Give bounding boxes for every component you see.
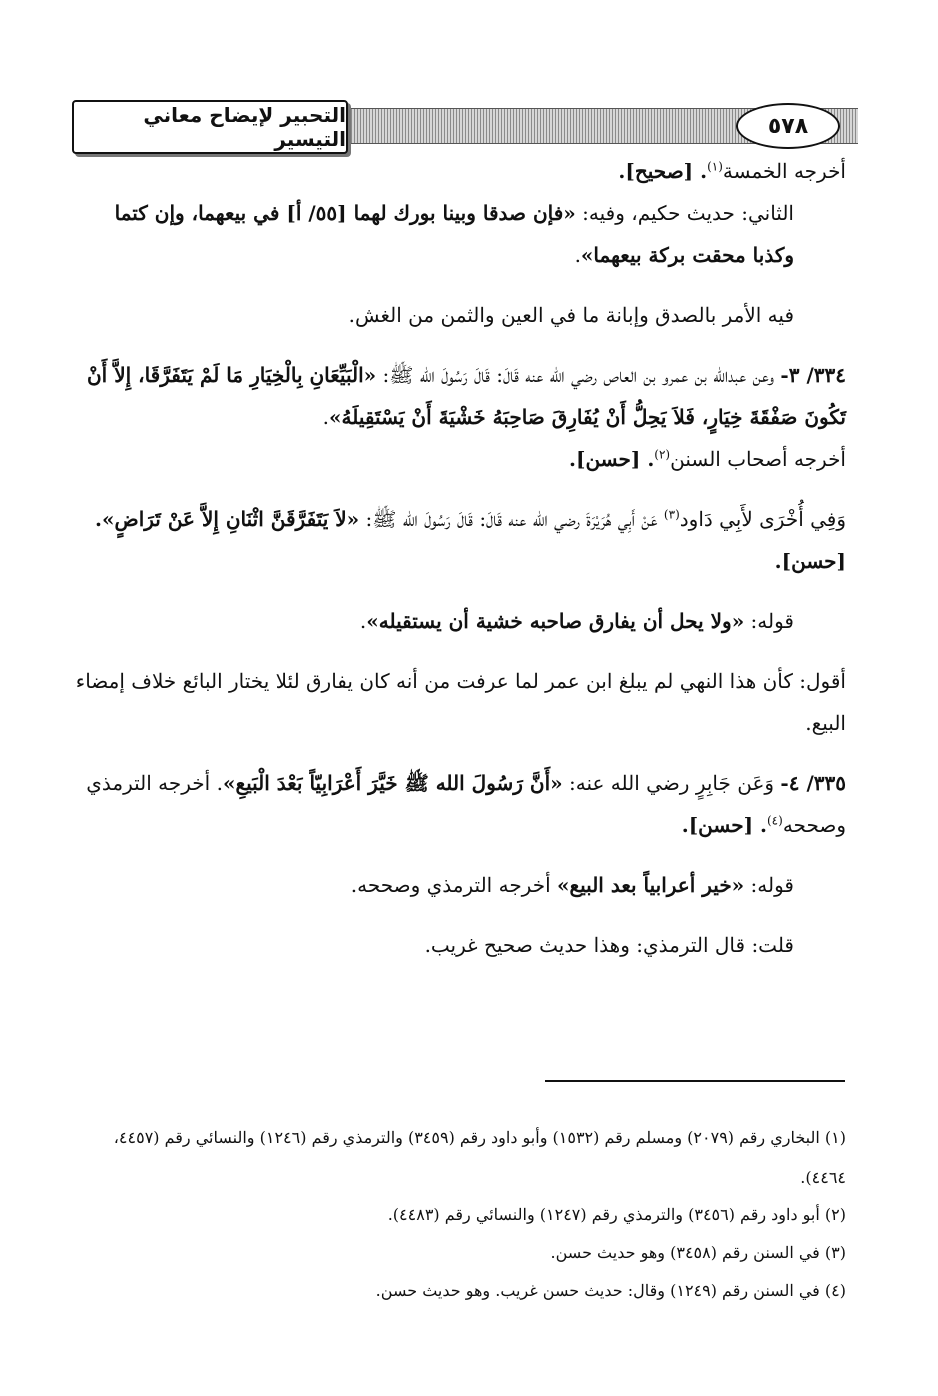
footnote-4: (٤) في السنن رقم (١٢٤٩) وقال: حديث حسن غريب. وهو حديث حسن. (375, 1281, 846, 1300)
source-text: أخرجه الخمسة (722, 159, 846, 183)
punctuation: . (359, 609, 367, 633)
footnote-2: (٢) أبو داود رقم (٣٤٥٦) والترمذي رقم (١٢٤٧) والنسائي رقم (٤٤٨٣). (387, 1205, 846, 1224)
paragraph-second-hadith (70, 192, 846, 276)
quote-rest: أخرجه الترمذي وصححه. (350, 873, 557, 897)
punctuation: . (322, 405, 330, 429)
variant-narrator: عَنْ أَبِي هُرَيْرَةَ رضي الله عنه قَالَ: قَالَ رَسُولَ الله ﷺ: (359, 507, 664, 531)
second-hadith-quote: «فإن صدقا وبينا بورك لهما [٥٥/ أ] في بيعهما، وإن كتما وكذبا محقت بركة بيعهما» (114, 201, 794, 267)
hadith-335-lead: وَعَن جَابِرٍ رضي الله عنه: (562, 771, 781, 795)
hadith-334 (70, 354, 846, 480)
hadith-335-grade: . [حسن]. (681, 813, 767, 837)
quote-lead: قوله: (744, 609, 794, 633)
hadith-334-source: أخرجه أصحاب السنن (670, 447, 846, 471)
hadith-334-quote: «الْبَيِّعَانِ بِالْخِيَارِ مَا لَمْ يَتَفَرَّقَا، إِلاَّ أَنْ تَكُونَ صَفْقَةَ خِيَارٍ، فَلاَ يَحِلُّ أَنْ يُفَارِقَ صَاحِبَهُ خَشْيَةَ أَنْ يَسْتَقِيلَهُ» (86, 363, 846, 429)
hadith-334-variant (70, 498, 846, 582)
hadith-334-lead: وعن عبدالله بن عمرو بن العاص رضي الله عنه قَالَ: قَالَ رَسُولَ الله ﷺ: (376, 363, 781, 387)
quoted-phrase: «خير أعرابياً بعد البيع» (557, 873, 745, 897)
hadith-335-number: ٣٣٥/ ٤- (780, 771, 846, 795)
main-text (70, 150, 846, 984)
paragraph-source-1 (70, 150, 846, 192)
quoted-phrase: «ولا يحل أن يفارق صاحبه خشية أن يستقيله» (366, 609, 745, 633)
commentary-qultu: قلت: قال الترمذي: وهذا حديث صحيح غريب. (424, 933, 794, 957)
commentary-aqulu: أقول: كأن هذا النهي لم يبلغ ابن عمر لما عرفت من أنه كان يفارق لئلا يختار البائع خلاف إمضاء البيع. (75, 669, 846, 735)
quote-comment-1 (70, 600, 846, 642)
hadith-335-source: . أخرجه الترمذي وصححه (86, 771, 846, 837)
second-hadith-lead: الثاني: حديث حكيم، وفيه: (575, 201, 794, 225)
running-title: التحبير لإيضاح معاني التيسير (72, 100, 348, 154)
paragraph-commentary-1: فيه الأمر بالصدق وإبانة ما في العين والثمن من الغش. (348, 303, 794, 327)
hadith-334-grade: . [حسن]. (569, 447, 655, 471)
variant-quote: «لاَ يَتَفَرَّقَنَّ اثْنَانِ إِلاَّ عَنْ تَرَاضٍ» (102, 507, 360, 531)
footnote-separator (545, 1080, 845, 1082)
quote-lead: قوله: (744, 873, 794, 897)
hadith-335 (70, 762, 846, 846)
punctuation: . (574, 243, 581, 267)
quote-comment-2 (70, 864, 846, 906)
footnote-3: (٣) في السنن رقم (٣٤٥٨) وهو حديث حسن. (550, 1243, 846, 1262)
footnote-ref-4[interactable]: (٤) (766, 813, 783, 828)
footnote-ref-3[interactable]: (٣) (663, 507, 680, 522)
hadith-334-number: ٣٣٤/ ٣- (780, 363, 846, 387)
variant-lead: وَفِي أُخْرَى لأَبِي دَاود (679, 507, 846, 531)
footnote-ref-1[interactable]: (١) (707, 159, 723, 174)
page-number: ٥٧٨ (736, 103, 840, 149)
footnotes (72, 1118, 846, 1316)
footnote-ref-2[interactable]: (٢) (654, 447, 671, 462)
footnote-1: (١) البخاري رقم (٢٠٧٩) ومسلم رقم (١٥٣٢) وأبو داود رقم (٣٤٥٩) والترمذي رقم (١٢٤٦) والنسائي رقم (٤٤٥٧، ٤٤٦٤). (113, 1128, 846, 1187)
hadith-335-quote: «أَنَّ رَسُولَ الله ﷺ خَيَّرَ أَعْرَابِيّاً بَعْدَ الْبَيعِ» (222, 771, 563, 795)
variant-grade: . [حسن]. (95, 507, 846, 573)
grade-label: . [صحيح]. (618, 159, 708, 183)
